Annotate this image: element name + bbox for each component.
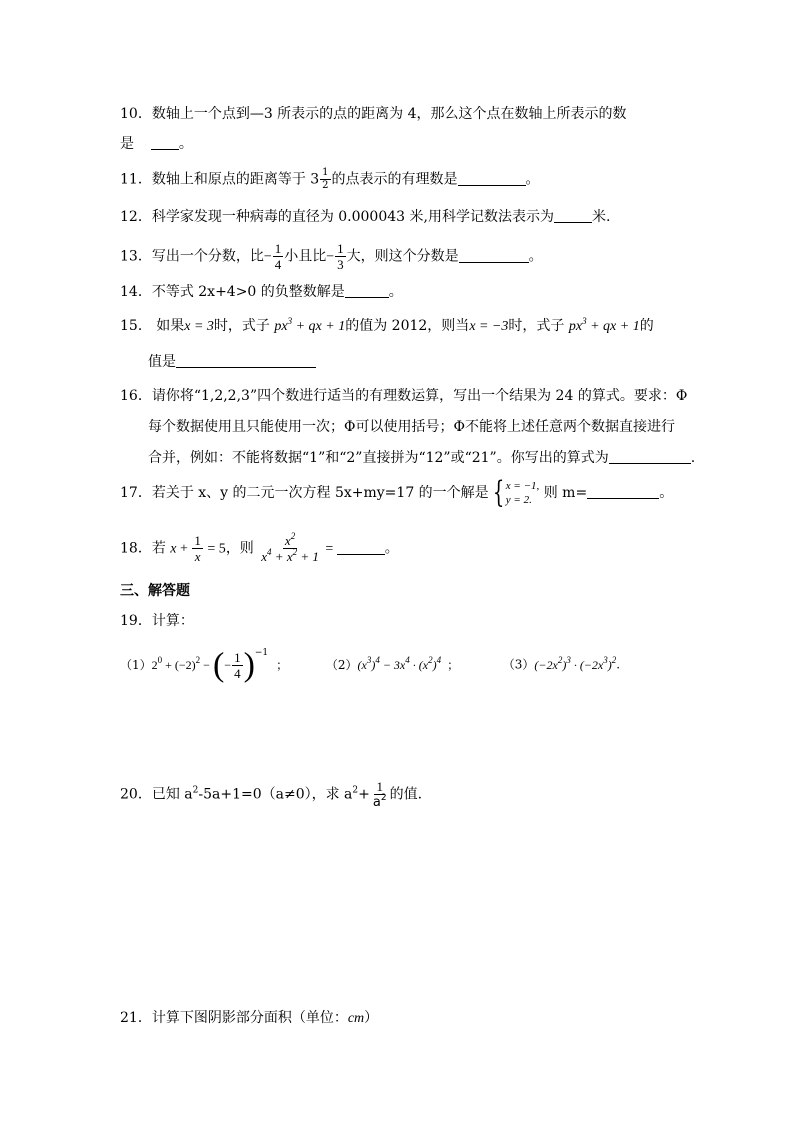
q19-part1: $(1)2^0 + (-2)^2$ − (− $\frac{1}{4}$ )$^{-1}$； bbox=[120, 646, 289, 683]
fraction: $\frac{1}{4}$ bbox=[274, 241, 282, 272]
question-19-parts bbox=[120, 648, 620, 682]
q10-text: 10．数轴上一个点到—3 所表示的点的距离为 4，那么这个点在数轴上所表示的数 bbox=[120, 106, 627, 122]
question-10 bbox=[120, 104, 627, 124]
question-15: 15． 如果x = 3时，式子 $px^3$ + qx + 1的值为 2012，则当x = −3时，式子 $px^3$ + qx + 1的 bbox=[120, 316, 654, 334]
answer-blank[interactable] bbox=[151, 135, 179, 150]
answer-blank[interactable] bbox=[554, 208, 592, 223]
question-10-line2: 是 。 bbox=[120, 136, 193, 152]
q10-text-b: 是 bbox=[120, 136, 134, 152]
question-12: 12．科学家发现一种病毒的直径为 0.000043 米,用科学记数法表示为 米. bbox=[120, 209, 611, 225]
answer-blank[interactable] bbox=[587, 484, 659, 499]
q19-part3: $(3)(-2x^2)^3 \cdot (-2x^3)^2$. bbox=[502, 654, 621, 672]
answer-blank[interactable] bbox=[337, 540, 385, 555]
fraction: $\frac{1}{a^2}$ bbox=[372, 779, 387, 810]
question-13: 13．写出一个分数，比− $\frac{1}{4}$ 小且比− $\frac{1}{3}$ 大，则这个分数是 。 bbox=[120, 241, 543, 272]
question-21: 21．计算下图阴影部分面积（单位：cm） bbox=[120, 1010, 379, 1026]
equation-system: x = −1, y = 2. bbox=[505, 480, 540, 506]
q19-part2: $(2)(x^3)^4 - 3x^4 \cdot (x^2)^4$ ； bbox=[325, 654, 460, 672]
question-16-line2: 每个数据使用且只能使用一次；Φ可以使用括号；Φ不能将上述任意两个数据直接进行 bbox=[148, 419, 675, 435]
question-20: 20．已知 $a^2-5a+1=0(a\ne 0)$，求 $a^2+$ $\frac{1}{a^2}$ 的值. bbox=[120, 779, 423, 810]
answer-blank[interactable] bbox=[176, 353, 316, 368]
section-heading: 三、解答题 bbox=[120, 583, 190, 599]
brace: { bbox=[492, 475, 504, 510]
question-14: 14．不等式 2x+4>0 的负整数解是 。 bbox=[120, 284, 403, 300]
question-11: 11．数轴上和原点的距离等于 3 $\frac{1}{2}$ 的点表示的有理数是 。 bbox=[120, 167, 540, 191]
question-18: 18．若 x + $\frac{1}{x}$ = 5，则 $\frac{x^2}{x^4 + x^2 + 1}$ = 。 bbox=[120, 531, 399, 564]
question-16-line3: 合并，例如：不能将数据“1”和“2”直接拼为“12”或“21”。你写出的算式为 . bbox=[148, 450, 696, 466]
answer-blank[interactable] bbox=[458, 171, 526, 186]
question-19: 19．计算： bbox=[120, 613, 194, 629]
fraction: $\frac{1}{3}$ bbox=[337, 241, 344, 272]
fraction: $\frac{x^2}{x^4 + x^2 + 1}$ bbox=[261, 531, 319, 564]
question-16: 16．请你将“1,2,2,3”四个数进行适当的有理数运算，写出一个结果为 24 的算式。要求：Φ bbox=[120, 388, 688, 404]
answer-blank[interactable] bbox=[609, 449, 691, 464]
question-15-line2: 值是 bbox=[148, 352, 316, 372]
fraction: $\frac{1}{x}$ bbox=[194, 533, 201, 564]
answer-blank[interactable] bbox=[345, 283, 389, 298]
answer-blank[interactable] bbox=[459, 248, 529, 263]
fraction: $\frac{1}{2}$ bbox=[322, 167, 329, 191]
question-17: 17．若关于 x、y 的二元一次方程 5x+my=17 的一个解是 { x = −1, y = 2. 则 m= 。 bbox=[120, 475, 674, 510]
